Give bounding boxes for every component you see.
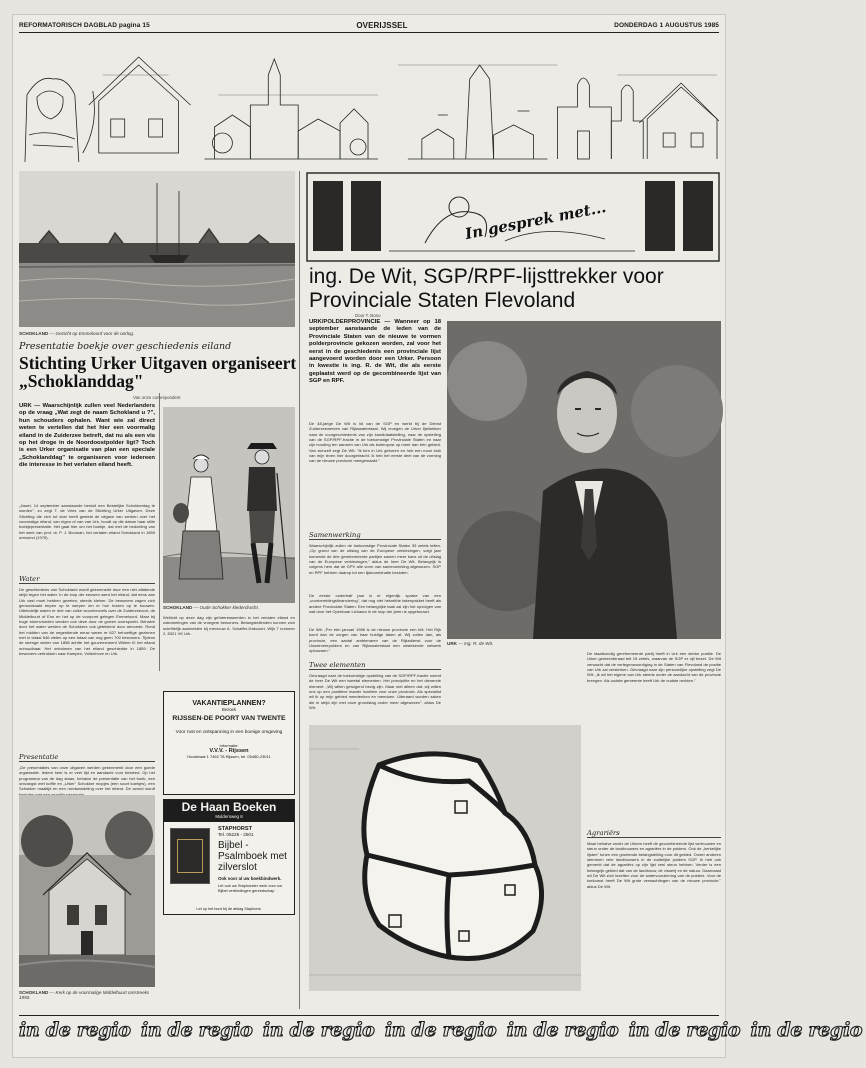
- right-body-4: De Wit: „Per één januari 1986 is de nieuwe provincie een feit. Het Rijk komt dan de zorgen van haar huidige taken af. Wij zullen dan, als provincie, een aantal ambtenaren van de Rijksdienst voor de IJsselmeerpolders en van Rijkswaterstaat een uitstekende netwerk opbouwen.": [309, 627, 441, 654]
- newspaper-page: [12, 14, 863, 1058]
- photo-de-wit: [447, 321, 721, 639]
- ad-haan-product: Bijbel - Psalmboek met zilverslot: [218, 840, 287, 873]
- ad-info-label: Informatie:: [219, 743, 239, 748]
- left-col2-body: Wellicht op deze dag zijn geïnteresseerden in het verlaten eiland en nakomelingen van de vroegere bewoners. Belangstellenden kunnen zich schriftelijk aanmelden bij mevrouw A. Schaffer-Hakvoort, Wijk 7 nummer 2, 8321 VK Urk.: [163, 615, 295, 636]
- footer-regio-word: in de regio: [628, 1019, 741, 1041]
- masthead-rule: [19, 32, 719, 33]
- ad-haan-header: [164, 800, 294, 822]
- photo-emmeloord: [19, 171, 295, 327]
- photo-caption-costume: [163, 605, 259, 610]
- ad-haan-note: Ook voor al uw boekbindwerk.: [218, 876, 282, 881]
- right-lead: URK/POLDERPROVINCIE — Wanneer op 18 september aanstaande de leden van de Provinciale Staten van de nieuwe te vormen polderprovincie gekozen worden, zal voor het eerst in de geschiedenis een provinciale lijst aangevoerd worden door een Urker. Persoon in kwestie is ing. R. de Wit, die als eerste geplaatst werd op de gecombineerde lijst van SGP en RPF.: [309, 319, 441, 384]
- photo-church: [19, 795, 155, 987]
- ad-vvv: V.V.V. - Rijssen: [209, 748, 249, 754]
- ad-haan-footer: Let op het bord bij de afslag Staphorst.: [196, 907, 262, 911]
- ad-line: Bezoek: [222, 707, 236, 712]
- masthead: [19, 19, 719, 31]
- left-lead: URK — Waarschijnlijk zullen veel Nederlanders op de vraag „Wat zegt de naam Schokland u ?", hun schouders ophalen. Want wie zal direct weten te vertellen dat het hier een voormalig eiland in de Zuiderzee betreft, dat nu als een vis op het droge in de Noordoostpolder ligt? Toch is een Urker organisatie van plan een speciale „Schoklanddag" te organiseren voor iedereen die interesse in het verlaten eiland heeft.: [19, 403, 155, 468]
- right-body-3: De eerste onderhalf jaar is er eigenlijk sprake van een „voorbereidingsfinanciering", dat nog niet hetzelfde takenpakket heeft als andere Provinciale Staten. Een belangrijke taak zal zijn het opvolgen van wat door het Openbaar Lichaam in de loop der jaren is opgebouwd.: [309, 593, 441, 614]
- caption-text: — Ing. R. de Wit.: [458, 641, 494, 646]
- map-flevoland: [309, 725, 581, 991]
- masthead-date: DONDERDAG 1 AUGUSTUS 1985: [614, 21, 719, 29]
- ad-town: RIJSSEN-DE POORT VAN TWENTE: [172, 715, 286, 722]
- ad-haan-name: De Haan Boeken: [181, 800, 277, 814]
- ad-vakantie-rijssen[interactable]: [163, 691, 295, 795]
- right-headline: ing. De Wit, SGP/RPF-lijsttrekker voor Provinciale Staten Flevoland: [309, 265, 664, 312]
- ad-tagline: Voor rust en ontspanning in een boeiige omgeving: [175, 730, 283, 735]
- caption-label: SCHOKLAND: [19, 331, 49, 336]
- section-title: OVERIJSSEL: [356, 20, 408, 30]
- left-kicker: Presentatie boekje over geschiedenis eiland: [19, 341, 232, 352]
- masthead-left: REFORMATORISCH DAGBLAD pagina 15: [19, 21, 150, 29]
- footer-regio-word: in de regio: [262, 1019, 375, 1041]
- footer-regio-text: [19, 1016, 863, 1044]
- left-body-water: De geschiedenis van Schokland wordt gekenmerkt door een niet aflatende strijd tegen het water. In de loop der eeuwen werd het eiland, dat eens aan Urk vast moet hebben gezeten, steeds kleiner. De bewoners zagen zich genoodzaakt terpen op te werpen om er hun huizen op te bouwen. Uiteindelijk waren er drie van zulke woonheuvels over de Zuiderzeeoort, de Middelbuurt of Ens en het op de voorpunt gelegen Emmeloord. Maar bij hoge stormvloeden werden ook deze door de golven overspoeld. Behalve door het water werden de Schokkers ook geteisterd door armoede. Rond het midden van de negentiende eeuw waren er 627 behoeftige gezinnen met in totaal 646 zielen op een totaal van nog geen 700 bewoners. Tijdens de strenge winter van 1858 achtte het gouvernement Willem III het eiland onhoudbaar. Het ontruimen van het eiland geschiedde in 1859. De bewoners vertrokken naar Kampen, Vollenhove en Urk.: [19, 587, 155, 656]
- ad-haan-note-2: Let ook uw Staphorster werk voor uw Bijbel verbindingen gereedschap: [218, 883, 283, 894]
- photo-caption-church: [19, 990, 155, 1001]
- ad-haan-address: Muldersweg 8: [215, 814, 243, 819]
- right-body-7: Maar behalve onder de Urkers heeft de gecombineerde lijst vertrouwen en steun onder de landbouwers en agrariërs in de polders. Ook de „kerkelijke lijsten" tonen een groeiende belangstelling voor dit gebied. Onder anderen stemmen vele landbouwers in de zuidelijke polders SGP. Ik heb ook gemerkt dat de agrariërs op zijn lijst veel steun hebben. Verder is een belangrijk gebied dat van de landbouw, de visserij en de natuur. Daarnaast wil De Wit zich inzetten voor de watervoorziening van de polders. Voor de toekomst heeft De Wit grote verwachtingen van de nieuwe provincie." aldus De Wit.: [587, 841, 721, 889]
- footer-regio-word: in de regio: [506, 1019, 619, 1041]
- bible-book-image: [170, 828, 210, 884]
- footer-regio-word: in de regio: [384, 1019, 497, 1041]
- footer-regio-word: in de regio: [750, 1019, 863, 1041]
- column-divider: [159, 393, 160, 671]
- left-intro: „Jawel, 14 september aanstaande besluit een Bestelijke Schokkerdag te worden", zo zegt T. de Vries van de Stichting Urker Uitgaven. Deze Stichting die zich tot doel heeft gesteld de uitgave van werken over het voormalige eiland, van eigen of van van Urk, houdt op die datum haar stille boekjepresentatie. Het gaat hier om het boekje, dat met de bedoeling van het werk van prof. dr. P. J. Bouman, het verlaten eiland Schokland in 1859 ontruimd (1975).: [19, 503, 155, 540]
- photo-costume: [163, 407, 295, 603]
- column-divider: [299, 171, 300, 1009]
- ad-address: Hooistraat 1 7462 TA Rijssen, tel. 05480-23011: [187, 754, 271, 759]
- caption-label: SCHOKLAND: [163, 605, 193, 610]
- subhead-presentatie: Presentatie: [19, 753, 155, 762]
- ad-de-haan-boeken[interactable]: [163, 799, 295, 915]
- photo-caption-de-wit: [447, 641, 493, 646]
- left-byline: Van onze correspondent: [133, 395, 181, 400]
- illustrated-banner: [19, 35, 719, 163]
- right-body-6: De staatkundig gereformeerde partij heeft in Urk een sterke positie. De Urker gemeenteraad telt 15 zetels, waarvan de SGP er vijf bezet. De Wit verwacht dat de vertegenwoordiging in de Staten van Flevoland de positie van Urk zal versterken. Gevraagd naar zijn persoonlijke opstelling zegt De Wit: „Ik wil het eigene van Urk steeds onder de aandacht van de provincie brengen. Als oudste gemeente heeft Urk de oudste rechten.": [587, 651, 721, 683]
- ad-haan-phone: Tel. 05225 - 2501: [218, 832, 254, 837]
- subhead-agrariers: Agrariërs: [587, 829, 721, 838]
- caption-label: SCHOKLAND: [19, 990, 49, 995]
- subhead-twee-elementen: Twee elementen: [309, 661, 441, 670]
- caption-text: — Gezicht op Emmeloord voor de oorlog.: [49, 331, 135, 336]
- ad-heading: VAKANTIEPLANNEN?: [192, 700, 266, 707]
- left-headline: Stichting Urker Uitgaven organiseert „Schoklanddag": [19, 353, 297, 391]
- footer-regio-word: in de regio: [140, 1019, 253, 1041]
- footer-regio-word: in de regio: [19, 1019, 131, 1041]
- footer-regio-band: [19, 1015, 863, 1045]
- photo-caption-emmeloord: [19, 331, 134, 336]
- caption-label: URK: [447, 641, 457, 646]
- right-byline: Door T. Bono: [355, 313, 381, 318]
- right-body-1: De 48-jarige De Wit is lid van de SGP en werkt bij de Dienst Zuiderzeewerken van Rijkswaterstaat. Wij vroegen de Urker lijsttrekker naar de voorgeschiedenis van zijn kandidaatstelling, naar de opstelling van de SGP/RPF-fractie in de toekomstige Provinciale Staten en naar zijn houding ten aanzien van Urk als buitenpost op meer dan één gebied. Van zichzelf zegt De Wit: "Ik ben in Urk geboren en heb een mooi stuk van mijn leven hier doorgebracht. Ik heb het eerste deel van de vorming van de nieuwe provincie meegemaakt.": [309, 421, 441, 464]
- left-body-presentatie: „De presentaties van onze uitgaven werden gekenmerkt door een goede organisatie. Iedere keer is er veel tijd en aandacht voor besteed. Op het programma van de dag staan, behalve de presentatie van het boek, een ontvangst met koffie en „Urker" Schokker mopjes (een soort koekjes), een Schokker maaltijd en een rondwandeling over het eiland. De avond wordt: [19, 765, 155, 792]
- right-body-2: Waarschijnlijk zullen de toekomstige Provinciale Staten 39 zetels tellen. „Op grond van de uitslag van de Europese verkiezingen, volgt jaar komende de drie gereformeerde partijen samen meer kans uit de uitslag van de Europese verkiezingen," aldus de heer De Wit. Belangrijk is volgens hem dat de GPV alle vorm van samenwerking afgewezen. SGP en RPF hebben daarop tot een lijstcombinatie besloten.: [309, 543, 441, 575]
- ad-haan-city: STAPHORST: [218, 826, 253, 832]
- subhead-samenwerking: Samenwerking: [309, 531, 441, 540]
- caption-text: — Oude Schokker klederdracht.: [193, 605, 260, 610]
- right-body-5: Gevraagd naar de toekomstige opstelling van de SGP/RPF-fractie noemt de heer De Wit een tweetal elementen. Het principiële en het dienende element. „Wij willen getuigend bezig zijn. Maar niet alleen dat: wij willen ons op een positieve manier inzetten voor onze provincie. Als specialist wil ik op mijn gebied meedenken en meedoen. Uiteraard worden zaken die in strijd zijn met onze grondslag onder meer afgewezen", aldus De Wit.: [309, 673, 441, 710]
- in-gesprek-title: In gesprek met...: [463, 198, 608, 243]
- caption-text: — Kerk op de voormalige Middelbuurt omstreeks 1950.: [19, 990, 150, 1001]
- subhead-water: Water: [19, 575, 155, 584]
